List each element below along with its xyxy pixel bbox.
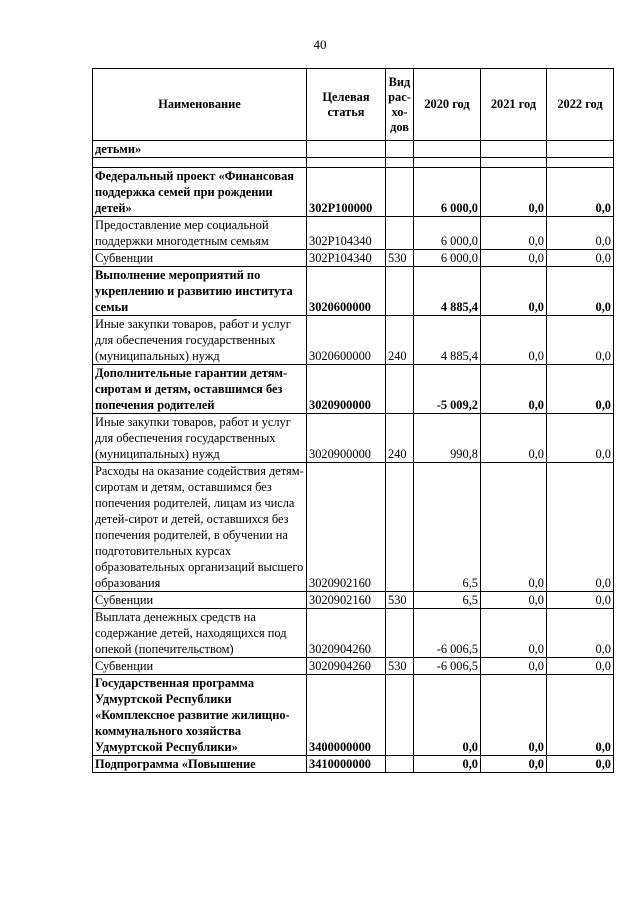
cell-2021: 0,0 — [481, 756, 547, 773]
cell-2022: 0,0 — [547, 414, 614, 463]
cell-2022: 0,0 — [547, 168, 614, 217]
cell-target: 3410000000 — [307, 756, 386, 773]
cell-2021: 0,0 — [481, 463, 547, 592]
cell-2020: -6 006,5 — [414, 609, 481, 658]
cell-2020: 6 000,0 — [414, 168, 481, 217]
cell-type — [386, 675, 414, 756]
cell-2021: 0,0 — [481, 365, 547, 414]
cell-2020: -6 006,5 — [414, 658, 481, 675]
table-row — [93, 609, 614, 658]
cell-type: 530 — [386, 658, 414, 675]
cell-name: Подпрограмма «Повышение — [93, 756, 307, 773]
cell-2021: 0,0 — [481, 316, 547, 365]
cell-2022: 0,0 — [547, 675, 614, 756]
cell-2021: 0,0 — [481, 250, 547, 267]
cell-2020: 6,5 — [414, 463, 481, 592]
cell-2021: 0,0 — [481, 267, 547, 316]
cell-target: 3400000000 — [307, 675, 386, 756]
cell-2022 — [547, 141, 614, 158]
header-target: Целевая статья — [307, 69, 386, 141]
cell-type — [386, 168, 414, 217]
table-row — [93, 316, 614, 365]
table-row — [93, 463, 614, 592]
cell-2022: 0,0 — [547, 463, 614, 592]
cell-2021: 0,0 — [481, 658, 547, 675]
cell-type: 240 — [386, 414, 414, 463]
table-body — [93, 141, 614, 773]
cell-target: 302P104340 — [307, 217, 386, 250]
header-2022: 2022 год — [547, 69, 614, 141]
cell-name: Субвенции — [93, 658, 307, 675]
cell-name: Субвенции — [93, 592, 307, 609]
cell-2021: 0,0 — [481, 168, 547, 217]
cell-target: 3020600000 — [307, 316, 386, 365]
cell-target: 3020600000 — [307, 267, 386, 316]
budget-table — [92, 68, 614, 773]
table-row — [93, 658, 614, 675]
cell-target: 3020904260 — [307, 609, 386, 658]
cell-name: Иные закупки товаров, работ и услуг для обеспечения государственных (муниципальных) нужд — [93, 316, 307, 365]
cell-2022: 0,0 — [547, 316, 614, 365]
cell-2022: 0,0 — [547, 658, 614, 675]
cell-2020: 4 885,4 — [414, 267, 481, 316]
table-row — [93, 141, 614, 158]
table-row — [93, 592, 614, 609]
table-row — [93, 675, 614, 756]
table-row — [93, 250, 614, 267]
cell-target: 302P100000 — [307, 168, 386, 217]
cell-2021: 0,0 — [481, 675, 547, 756]
cell-target: 3020904260 — [307, 658, 386, 675]
cell-2020: 6,5 — [414, 592, 481, 609]
header-2021: 2021 год — [481, 69, 547, 141]
cell-2020: 0,0 — [414, 675, 481, 756]
header-2020: 2020 год — [414, 69, 481, 141]
cell-type: 240 — [386, 316, 414, 365]
cell-2021: 0,0 — [481, 609, 547, 658]
table-row — [93, 756, 614, 773]
cell-type — [386, 267, 414, 316]
cell-target: 3020902160 — [307, 463, 386, 592]
cell-type — [386, 365, 414, 414]
cell-target — [307, 158, 386, 168]
cell-name: Субвенции — [93, 250, 307, 267]
cell-2021: 0,0 — [481, 592, 547, 609]
cell-2022: 0,0 — [547, 365, 614, 414]
cell-type — [386, 609, 414, 658]
cell-2020: 990,8 — [414, 414, 481, 463]
cell-2020 — [414, 158, 481, 168]
cell-target — [307, 141, 386, 158]
cell-2022: 0,0 — [547, 217, 614, 250]
cell-type — [386, 756, 414, 773]
cell-2020: 6 000,0 — [414, 217, 481, 250]
cell-type — [386, 463, 414, 592]
cell-2021: 0,0 — [481, 414, 547, 463]
cell-type: 530 — [386, 250, 414, 267]
table-row — [93, 168, 614, 217]
header-name: Наименование — [93, 69, 307, 141]
page-number: 40 — [313, 37, 327, 52]
cell-target: 302P104340 — [307, 250, 386, 267]
cell-2022: 0,0 — [547, 609, 614, 658]
cell-name: Выполнение мероприятий по укреплению и развитию института семьи — [93, 267, 307, 316]
cell-2021 — [481, 141, 547, 158]
table-row — [93, 414, 614, 463]
cell-name: Выплата денежных средств на содержание детей, находящихся под опекой (попечительством) — [93, 609, 307, 658]
cell-2022: 0,0 — [547, 592, 614, 609]
cell-2022 — [547, 158, 614, 168]
cell-target: 3020900000 — [307, 365, 386, 414]
table-row — [93, 158, 614, 168]
cell-2022: 0,0 — [547, 756, 614, 773]
cell-2020: 4 885,4 — [414, 316, 481, 365]
cell-2022: 0,0 — [547, 267, 614, 316]
table-row — [93, 365, 614, 414]
cell-name: Расходы на оказание содействия детям-сиротам и детям, оставшимся без попечения родителей, лицам из числа детей-сирот и детей, оставшихся без попечения родителей, в обучении на подготовительных курсах образовательных организаций высшего образования — [93, 463, 307, 592]
table-header-row — [93, 69, 614, 141]
cell-name: Федеральный проект «Финансовая поддержка семей при рождении детей» — [93, 168, 307, 217]
cell-name — [93, 158, 307, 168]
cell-name: Государственная программа Удмуртской Республики «Комплексное развитие жилищно-коммунального хозяйства Удмуртской Республики» — [93, 675, 307, 756]
table-row — [93, 217, 614, 250]
cell-name: детьми» — [93, 141, 307, 158]
header-type: Вид рас- хо- дов — [386, 69, 414, 141]
cell-2021 — [481, 158, 547, 168]
cell-2021: 0,0 — [481, 217, 547, 250]
cell-2020: 0,0 — [414, 756, 481, 773]
cell-2020 — [414, 141, 481, 158]
cell-2022: 0,0 — [547, 250, 614, 267]
cell-type: 530 — [386, 592, 414, 609]
cell-name: Дополнительные гарантии детям-сиротам и детям, оставшимся без попечения родителей — [93, 365, 307, 414]
cell-name: Предоставление мер социальной поддержки многодетным семьям — [93, 217, 307, 250]
cell-target: 3020902160 — [307, 592, 386, 609]
cell-type — [386, 217, 414, 250]
cell-2020: 6 000,0 — [414, 250, 481, 267]
cell-name: Иные закупки товаров, работ и услуг для обеспечения государственных (муниципальных) нужд — [93, 414, 307, 463]
table-row — [93, 267, 614, 316]
cell-2020: -5 009,2 — [414, 365, 481, 414]
cell-type — [386, 141, 414, 158]
cell-type — [386, 158, 414, 168]
cell-target: 3020900000 — [307, 414, 386, 463]
